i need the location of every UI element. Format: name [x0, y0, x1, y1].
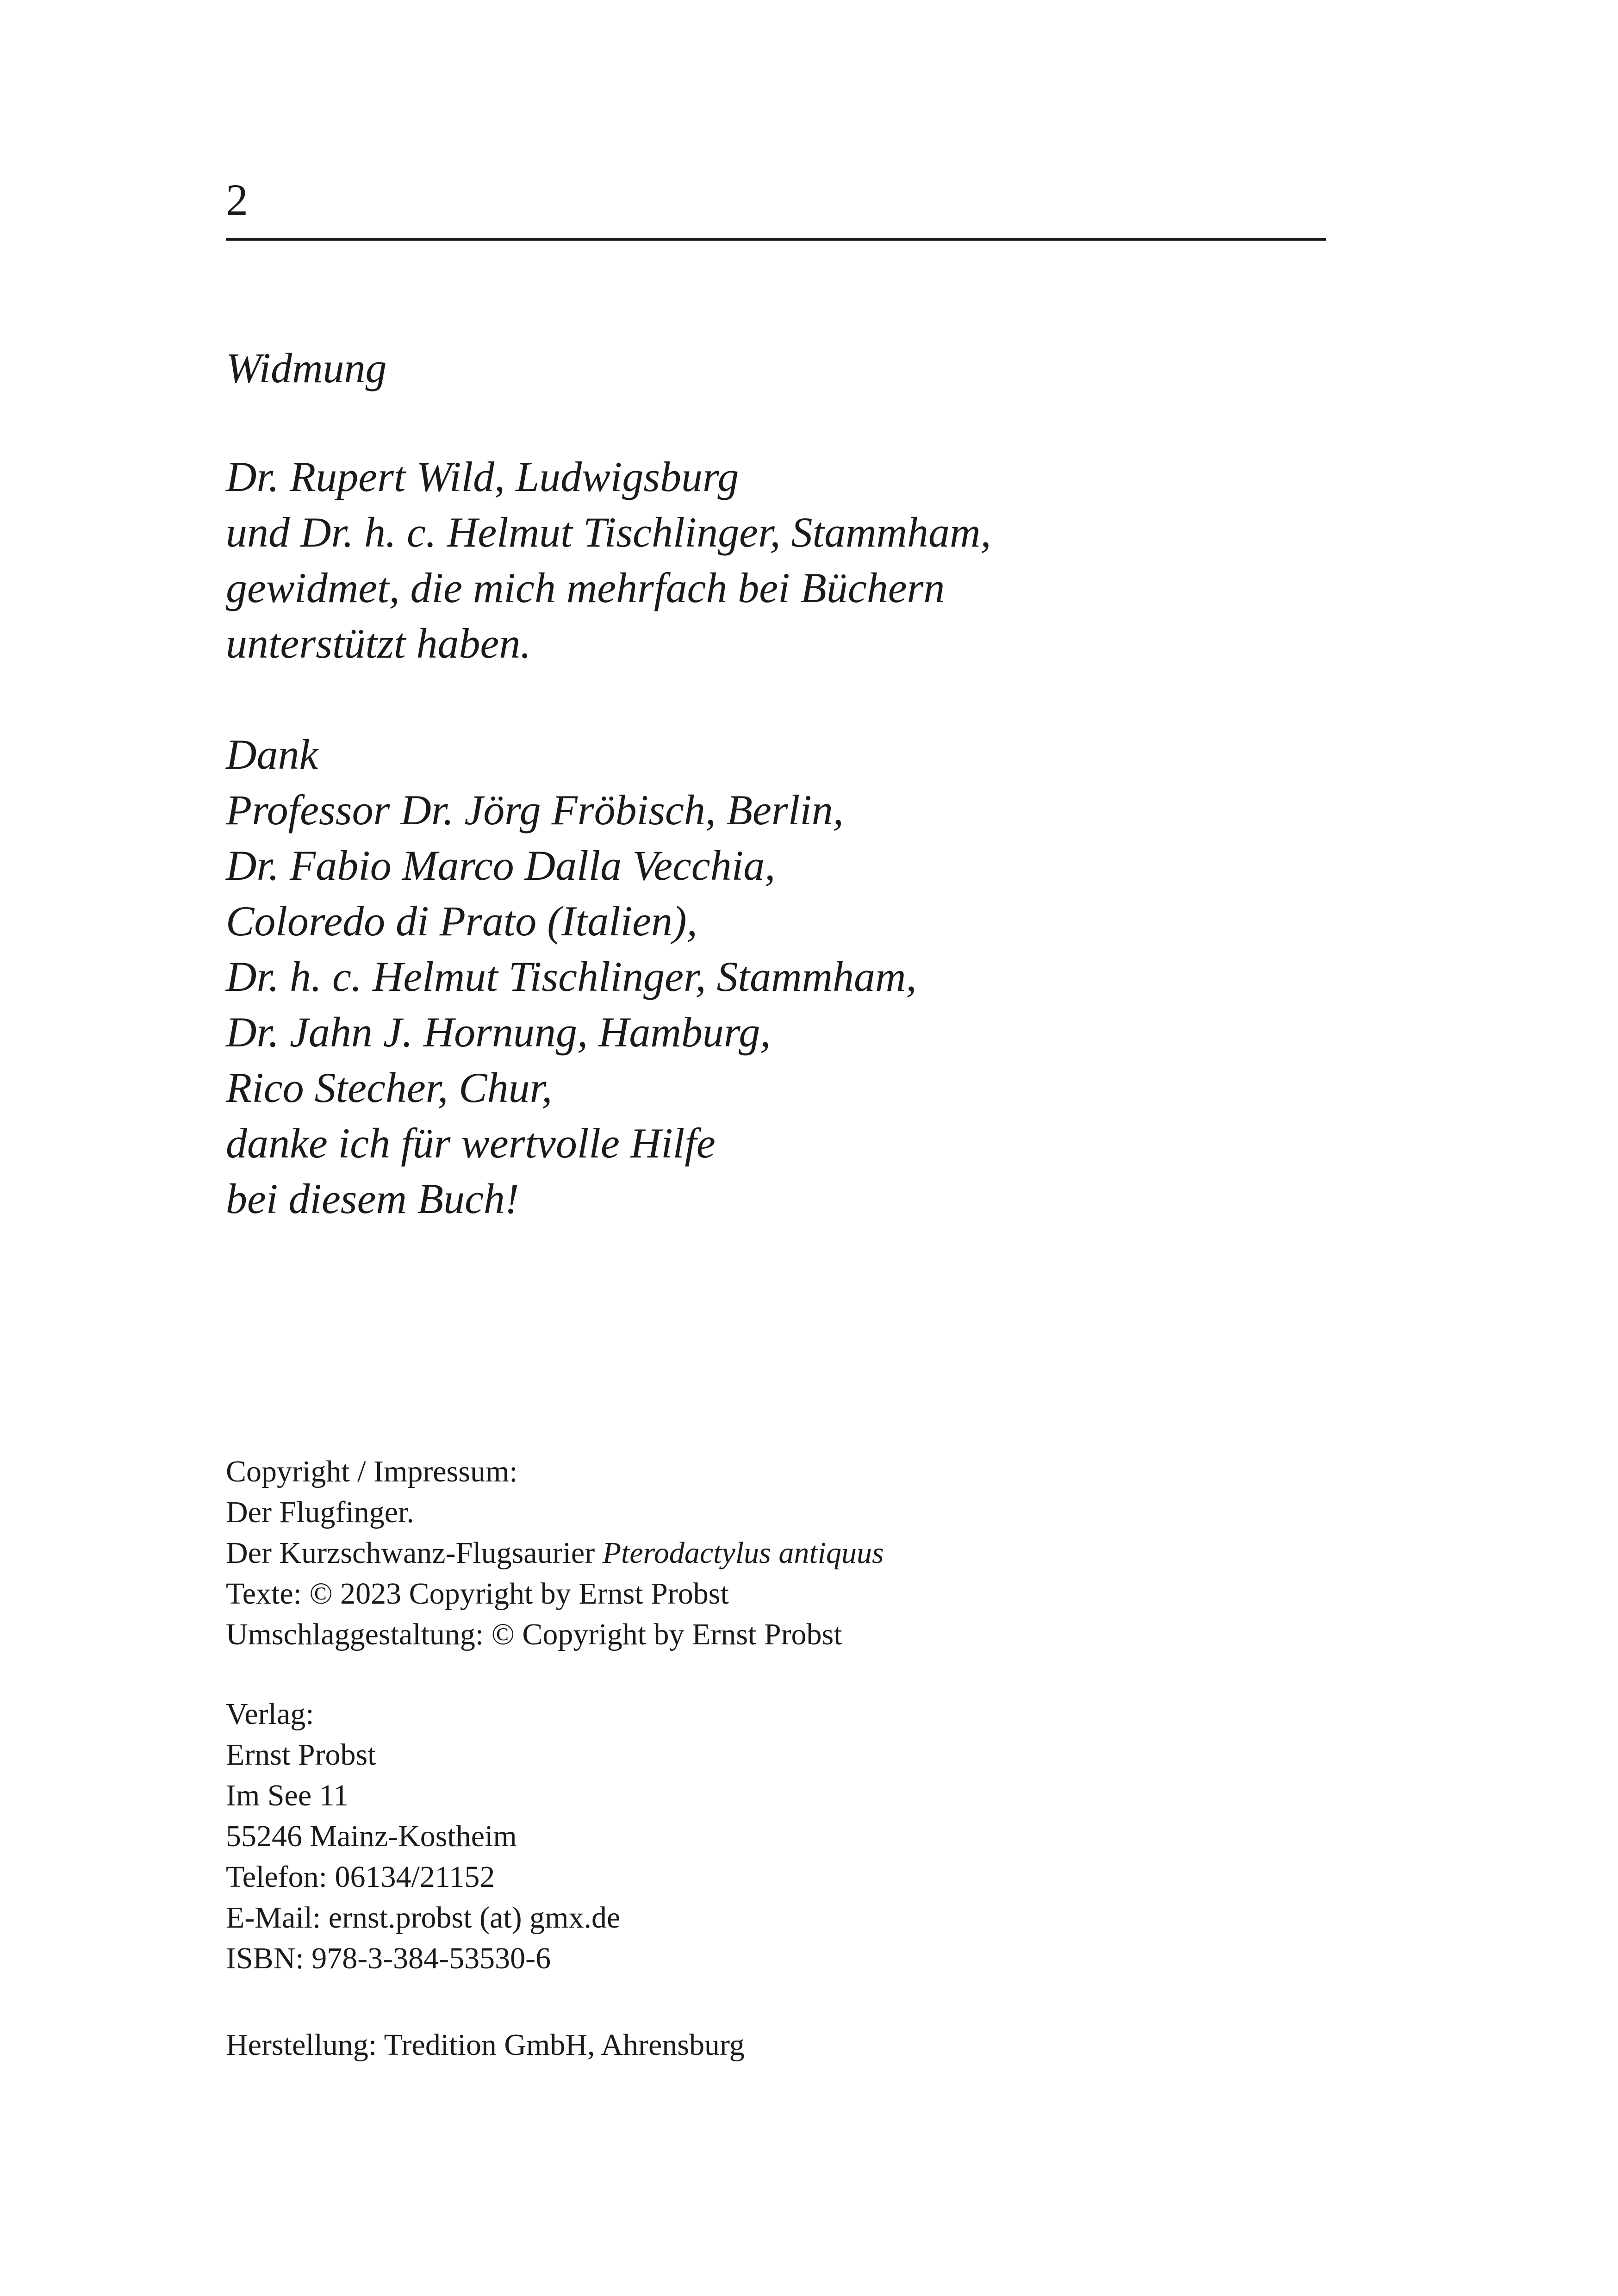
thanks-line: Rico Stecher, Chur,: [226, 1064, 553, 1111]
production-section: [226, 2025, 745, 2066]
book-subtitle-prefix: Der Kurzschwanz-Flugsaurier: [226, 1536, 603, 1570]
dedication-line: gewidmet, die mich mehrfach bei Büchern: [226, 564, 945, 611]
impressum-section: [226, 1451, 884, 1655]
dedication-heading: [226, 340, 387, 396]
page-number: 2: [226, 175, 248, 224]
dedication-heading-text: Widmung: [226, 344, 387, 392]
dedication-line: unterstützt haben.: [226, 620, 531, 667]
thanks-line: Dr. Fabio Marco Dalla Vecchia,: [226, 842, 776, 889]
header-rule: [226, 238, 1326, 241]
thanks-line: Professor Dr. Jörg Fröbisch, Berlin,: [226, 786, 844, 834]
publisher-name: Ernst Probst: [226, 1738, 376, 1772]
thanks-line: bei diesem Buch!: [226, 1175, 519, 1222]
thanks-section: [226, 727, 916, 1226]
thanks-heading: Dank: [226, 731, 318, 778]
isbn: ISBN: 978-3-384-53530-6: [226, 1941, 551, 1975]
dedication-line: Dr. Rupert Wild, Ludwigsburg: [226, 453, 739, 500]
impressum-heading: Copyright / Impressum:: [226, 1455, 518, 1488]
cover-copyright: Umschlaggestaltung: © Copyright by Ernst Probst: [226, 1618, 842, 1651]
dedication-line: und Dr. h. c. Helmut Tischlinger, Stammham,: [226, 509, 991, 556]
thanks-line: Dr. h. c. Helmut Tischlinger, Stammham,: [226, 953, 917, 1000]
publisher-city: 55246 Mainz-Kostheim: [226, 1819, 517, 1853]
publisher-phone: Telefon: 06134/21152: [226, 1860, 495, 1894]
book-title: Der Flugfinger.: [226, 1495, 414, 1529]
dedication-text: [226, 449, 991, 671]
texts-copyright: Texte: © 2023 Copyright by Ernst Probst: [226, 1577, 729, 1611]
thanks-line: Coloredo di Prato (Italien),: [226, 897, 697, 945]
publisher-section: [226, 1694, 620, 1979]
thanks-line: danke ich für wertvolle Hilfe: [226, 1120, 716, 1167]
publisher-street: Im See 11: [226, 1779, 349, 1812]
thanks-line: Dr. Jahn J. Hornung, Hamburg,: [226, 1008, 771, 1056]
production-line: Herstellung: Tredition GmbH, Ahrensburg: [226, 2028, 745, 2062]
species-name: Pterodactylus antiquus: [602, 1536, 884, 1570]
book-subtitle: [226, 1533, 884, 1574]
publisher-email: E-Mail: ernst.probst (at) gmx.de: [226, 1901, 621, 1935]
publisher-heading: Verlag:: [226, 1697, 314, 1731]
